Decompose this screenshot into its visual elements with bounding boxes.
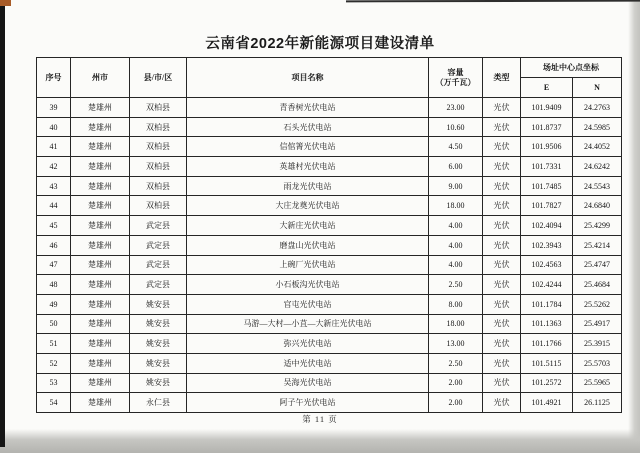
cell-coord-n: 25.4684 — [573, 275, 622, 295]
cell-county: 双柏县 — [130, 98, 187, 118]
cell-type: 光伏 — [483, 117, 521, 137]
cell-coord-n: 24.6242 — [573, 157, 622, 177]
project-table — [36, 57, 622, 413]
cell-index: 48 — [37, 275, 71, 295]
page-title: 云南省2022年新能源项目建设清单 — [205, 36, 435, 52]
cell-type: 光伏 — [483, 137, 521, 157]
cell-project: 适中光伏电站 — [187, 353, 429, 373]
scan-corner-mark — [0, 0, 11, 6]
cell-project: 上碗厂光伏电站 — [187, 255, 429, 275]
table-row — [37, 353, 622, 373]
cell-coord-e: 101.5115 — [521, 353, 573, 373]
table-row — [37, 255, 622, 275]
scan-edge-right — [628, 0, 640, 453]
table-row — [37, 373, 622, 393]
cell-type: 光伏 — [483, 373, 521, 393]
cell-coord-n: 25.4747 — [573, 255, 622, 275]
header-row-1 — [37, 58, 622, 78]
table-row — [37, 98, 622, 118]
cell-project: 官屯光伏电站 — [187, 294, 429, 314]
cell-project: 信倌箐光伏电站 — [187, 137, 429, 157]
cell-county: 双柏县 — [130, 176, 187, 196]
cell-coord-n: 24.5985 — [573, 117, 622, 137]
cell-index: 52 — [37, 353, 71, 373]
cell-coord-e: 101.1363 — [521, 314, 573, 334]
cell-county: 双柏县 — [130, 117, 187, 137]
cell-coord-n: 26.1125 — [573, 393, 622, 413]
cell-coord-n: 25.5965 — [573, 373, 622, 393]
cell-coord-n: 24.6840 — [573, 196, 622, 216]
cell-county: 姚安县 — [130, 373, 187, 393]
cell-index: 45 — [37, 216, 71, 236]
cell-index: 39 — [37, 98, 71, 118]
cell-coord-e: 101.8737 — [521, 117, 573, 137]
cell-coord-n: 25.3915 — [573, 334, 622, 354]
col-project: 项目名称 — [187, 58, 429, 98]
cell-prefecture: 楚雄州 — [71, 353, 130, 373]
table-row — [37, 235, 622, 255]
cell-prefecture: 楚雄州 — [71, 275, 130, 295]
cell-prefecture: 楚雄州 — [71, 196, 130, 216]
cell-project: 吴海光伏电站 — [187, 373, 429, 393]
cell-prefecture: 楚雄州 — [71, 117, 130, 137]
cell-project: 雨龙光伏电站 — [187, 176, 429, 196]
cell-type: 光伏 — [483, 157, 521, 177]
cell-capacity: 6.00 — [429, 157, 483, 177]
col-capacity-line1: 容量 — [447, 67, 464, 77]
cell-project: 青香树光伏电站 — [187, 98, 429, 118]
cell-project: 大新庄光伏电站 — [187, 216, 429, 236]
cell-prefecture: 楚雄州 — [71, 255, 130, 275]
table-row — [37, 117, 622, 137]
cell-index: 42 — [37, 157, 71, 177]
table-row — [37, 393, 622, 413]
cell-coord-n: 24.4052 — [573, 137, 622, 157]
cell-coord-e: 102.4094 — [521, 216, 573, 236]
cell-project: 英雄村光伏电站 — [187, 157, 429, 177]
cell-county: 双柏县 — [130, 137, 187, 157]
cell-type: 光伏 — [483, 196, 521, 216]
cell-coord-e: 102.4563 — [521, 255, 573, 275]
cell-coord-e: 102.4244 — [521, 275, 573, 295]
cell-type: 光伏 — [483, 275, 521, 295]
cell-coord-n: 25.4214 — [573, 235, 622, 255]
cell-county: 武定县 — [130, 275, 187, 295]
cell-coord-n: 25.5703 — [573, 353, 622, 373]
cell-project: 马游—大村—小苴—大新庄光伏电站 — [187, 314, 429, 334]
col-coord-e: E — [521, 78, 573, 98]
table-row — [37, 334, 622, 354]
cell-county: 姚安县 — [130, 294, 187, 314]
cell-project: 石头光伏电站 — [187, 117, 429, 137]
cell-prefecture: 楚雄州 — [71, 393, 130, 413]
cell-coord-e: 101.2572 — [521, 373, 573, 393]
cell-type: 光伏 — [483, 216, 521, 236]
cell-index: 44 — [37, 196, 71, 216]
table-row — [37, 294, 622, 314]
cell-county: 武定县 — [130, 235, 187, 255]
col-county: 县/市/区 — [130, 58, 187, 98]
cell-capacity: 4.00 — [429, 255, 483, 275]
page-number: 第 11 页 — [302, 414, 338, 424]
cell-capacity: 2.00 — [429, 373, 483, 393]
cell-capacity: 2.00 — [429, 393, 483, 413]
cell-capacity: 4.00 — [429, 235, 483, 255]
table-header — [37, 58, 622, 98]
cell-county: 姚安县 — [130, 334, 187, 354]
cell-capacity: 2.50 — [429, 353, 483, 373]
cell-coord-e: 101.7331 — [521, 157, 573, 177]
cell-type: 光伏 — [483, 176, 521, 196]
cell-prefecture: 楚雄州 — [71, 137, 130, 157]
cell-coord-e: 101.1784 — [521, 294, 573, 314]
cell-capacity: 8.00 — [429, 294, 483, 314]
cell-coord-e: 101.1766 — [521, 334, 573, 354]
cell-prefecture: 楚雄州 — [71, 314, 130, 334]
cell-prefecture: 楚雄州 — [71, 373, 130, 393]
cell-capacity: 18.00 — [429, 196, 483, 216]
cell-prefecture: 楚雄州 — [71, 98, 130, 118]
cell-capacity: 10.60 — [429, 117, 483, 137]
col-index: 序号 — [37, 58, 71, 98]
cell-coord-n: 24.5543 — [573, 176, 622, 196]
cell-coord-e: 101.4921 — [521, 393, 573, 413]
cell-project: 磨盘山光伏电站 — [187, 235, 429, 255]
cell-index: 40 — [37, 117, 71, 137]
cell-county: 武定县 — [130, 255, 187, 275]
cell-prefecture: 楚雄州 — [71, 235, 130, 255]
cell-index: 51 — [37, 334, 71, 354]
cell-type: 光伏 — [483, 294, 521, 314]
cell-coord-e: 101.9409 — [521, 98, 573, 118]
cell-type: 光伏 — [483, 353, 521, 373]
col-coord-n: N — [573, 78, 622, 98]
cell-capacity: 9.00 — [429, 176, 483, 196]
cell-coord-n: 25.4299 — [573, 216, 622, 236]
col-capacity — [429, 58, 483, 98]
cell-index: 54 — [37, 393, 71, 413]
cell-prefecture: 楚雄州 — [71, 157, 130, 177]
cell-index: 41 — [37, 137, 71, 157]
scan-edge-top-line — [346, 0, 640, 2]
cell-coord-n: 25.4917 — [573, 314, 622, 334]
cell-capacity: 4.00 — [429, 216, 483, 236]
cell-type: 光伏 — [483, 98, 521, 118]
col-capacity-line2: （万千瓦） — [435, 77, 476, 87]
cell-prefecture: 楚雄州 — [71, 216, 130, 236]
table-row — [37, 216, 622, 236]
table-row — [37, 196, 622, 216]
cell-project: 阿子午光伏电站 — [187, 393, 429, 413]
cell-index: 50 — [37, 314, 71, 334]
scan-edge-bottom — [0, 429, 640, 453]
cell-type: 光伏 — [483, 334, 521, 354]
table-row — [37, 157, 622, 177]
cell-county: 永仁县 — [130, 393, 187, 413]
cell-project: 大庄龙奠光伏电站 — [187, 196, 429, 216]
cell-county: 双柏县 — [130, 157, 187, 177]
cell-county: 姚安县 — [130, 314, 187, 334]
cell-coord-n: 24.2763 — [573, 98, 622, 118]
cell-project: 弥兴光伏电站 — [187, 334, 429, 354]
cell-county: 武定县 — [130, 216, 187, 236]
col-coords: 场址中心点坐标 — [521, 58, 622, 78]
cell-capacity: 4.50 — [429, 137, 483, 157]
table-row — [37, 176, 622, 196]
cell-index: 47 — [37, 255, 71, 275]
cell-type: 光伏 — [483, 255, 521, 275]
table-body — [37, 98, 622, 413]
cell-county: 双柏县 — [130, 196, 187, 216]
cell-prefecture: 楚雄州 — [71, 294, 130, 314]
table-row — [37, 137, 622, 157]
cell-index: 43 — [37, 176, 71, 196]
cell-prefecture: 楚雄州 — [71, 176, 130, 196]
cell-coord-e: 101.7485 — [521, 176, 573, 196]
table-row — [37, 314, 622, 334]
cell-type: 光伏 — [483, 393, 521, 413]
cell-capacity: 23.00 — [429, 98, 483, 118]
table-row — [37, 275, 622, 295]
scan-edge-left — [0, 0, 5, 447]
cell-type: 光伏 — [483, 314, 521, 334]
cell-index: 49 — [37, 294, 71, 314]
cell-type: 光伏 — [483, 235, 521, 255]
col-type: 类型 — [483, 58, 521, 98]
cell-project: 小石板沟光伏电站 — [187, 275, 429, 295]
cell-coord-n: 25.5262 — [573, 294, 622, 314]
cell-capacity: 2.50 — [429, 275, 483, 295]
cell-index: 53 — [37, 373, 71, 393]
col-prefecture: 州市 — [71, 58, 130, 98]
cell-capacity: 13.00 — [429, 334, 483, 354]
cell-index: 46 — [37, 235, 71, 255]
cell-prefecture: 楚雄州 — [71, 334, 130, 354]
cell-county: 姚安县 — [130, 353, 187, 373]
cell-coord-e: 102.3943 — [521, 235, 573, 255]
cell-capacity: 18.00 — [429, 314, 483, 334]
cell-coord-e: 101.9506 — [521, 137, 573, 157]
cell-coord-e: 101.7827 — [521, 196, 573, 216]
